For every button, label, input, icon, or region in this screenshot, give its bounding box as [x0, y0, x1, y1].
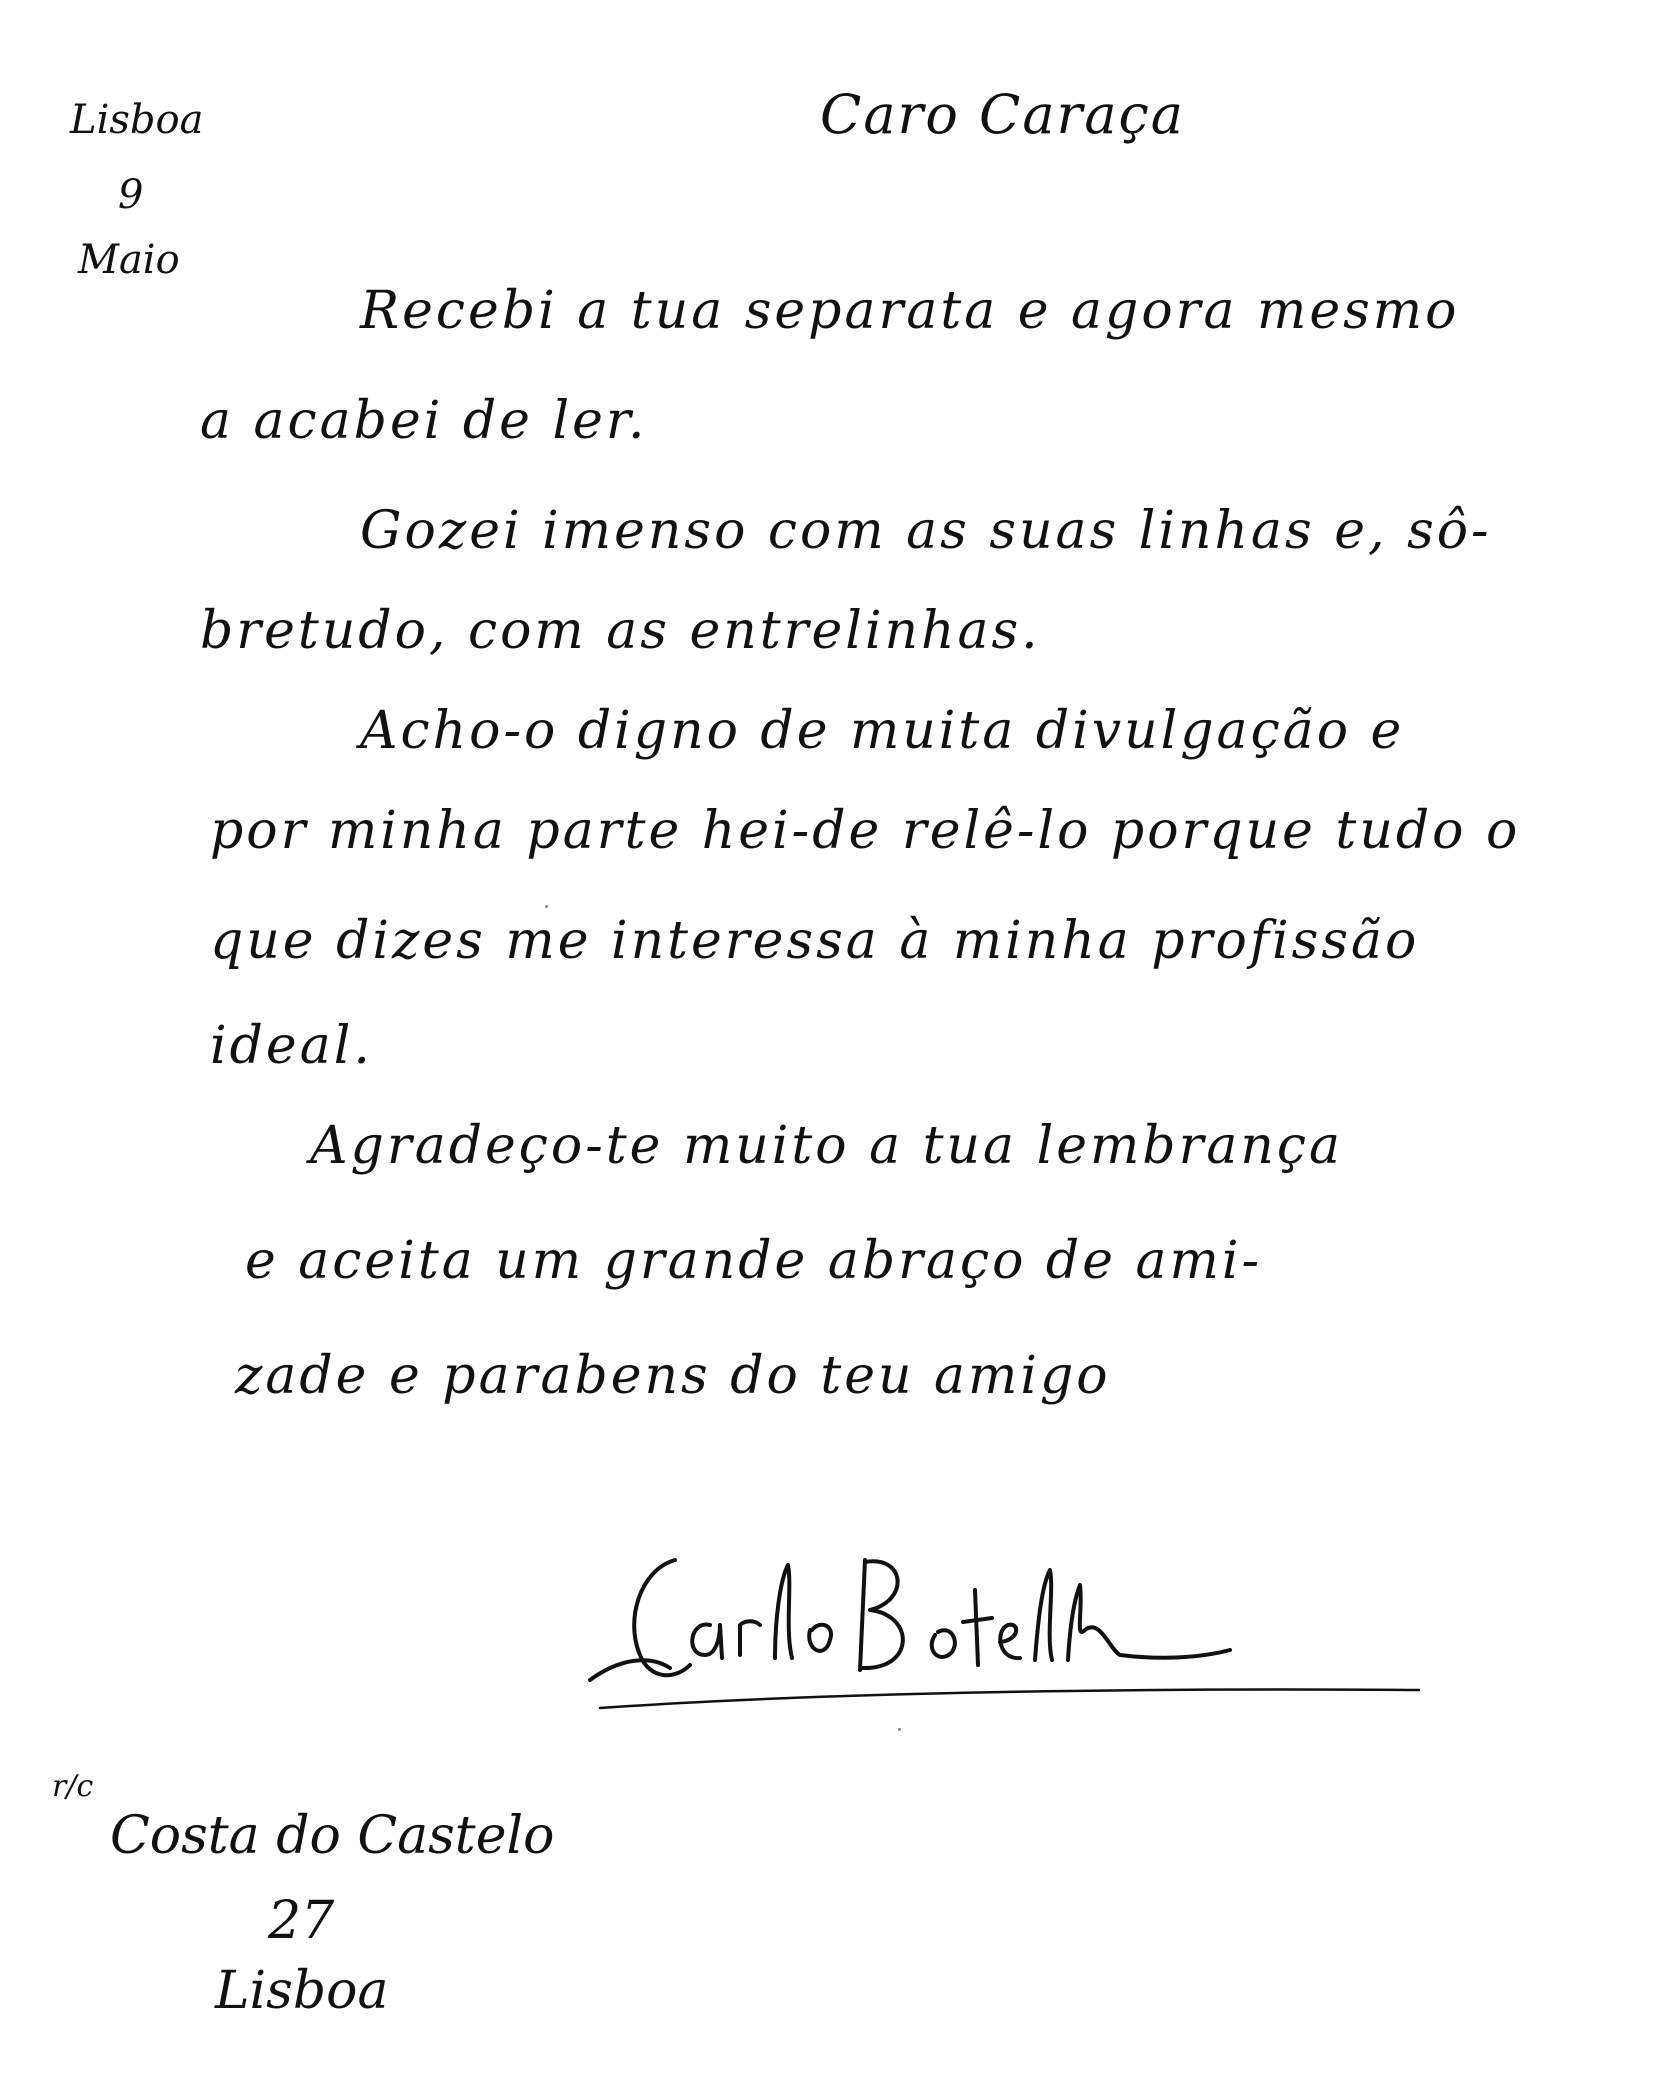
body-line: e aceita um grande abraço de ami-: [245, 1231, 1263, 1291]
body-line: Recebi a tua separata e agora mesmo: [360, 281, 1460, 341]
body-line: ideal.: [210, 1016, 373, 1076]
signature: [580, 1530, 1420, 1730]
address-prefix: r/c: [52, 1769, 94, 1804]
margin-note-month: Maio: [78, 237, 180, 283]
address-number: 27: [268, 1891, 335, 1951]
body-line: a acabei de ler.: [200, 391, 648, 451]
paper-speck: [898, 1728, 901, 1731]
margin-note-place: Lisboa: [70, 97, 204, 143]
body-line: Agradeço-te muito a tua lembrança: [310, 1116, 1344, 1176]
body-line: Gozei imenso com as suas linhas e, sô-: [360, 501, 1492, 561]
salutation: Caro Caraça: [820, 83, 1185, 146]
paper-speck: [545, 905, 548, 908]
address-city: Lisboa: [215, 1961, 389, 2021]
address-street: Costa do Castelo: [110, 1806, 555, 1866]
body-line: bretudo, com as entrelinhas.: [200, 601, 1041, 661]
body-line: por minha parte hei-de relê-lo porque tudo o: [210, 801, 1521, 861]
margin-note-day: 9: [118, 172, 144, 218]
body-line: que dizes me interessa à minha profissão: [210, 911, 1420, 971]
body-line: Acho-o digno de muita divulgação e: [360, 701, 1405, 761]
body-line: zade e parabens do teu amigo: [235, 1346, 1111, 1406]
